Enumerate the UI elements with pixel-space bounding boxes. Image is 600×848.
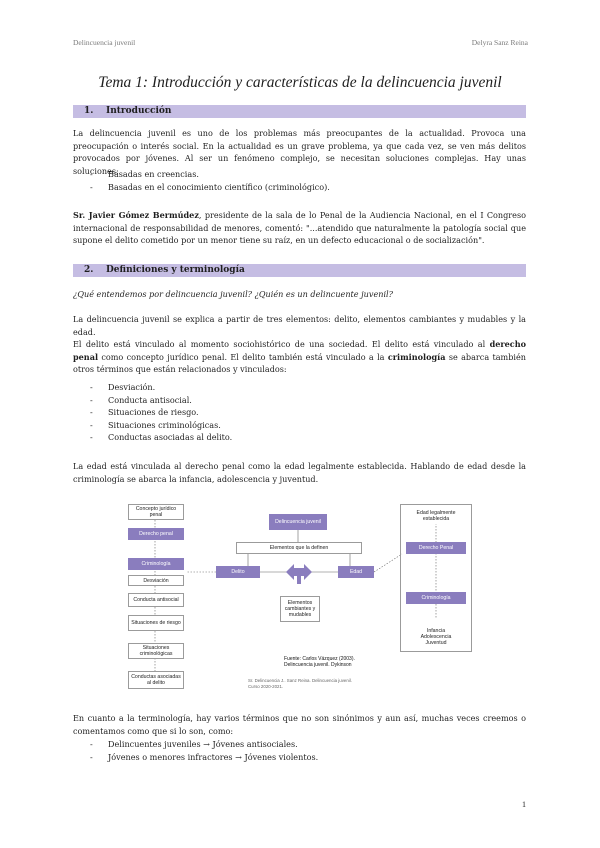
diagram-box-derecho-penal-right: Derecho Penal — [406, 542, 466, 554]
quote-text: , presidente de la sala de lo Penal de la Audiencia Nacional, en el I Congreso internacional de responsabilidad de menores, comentó: "...atendido que naturalmente la patología social que supone el delito cometido por un menor tiene su raíz, en un defecto educacional o de socialización". — [73, 210, 526, 245]
text-run: se abarca también otros términos que están relacionados y vinculados: — [73, 351, 526, 374]
section-1-heading — [73, 105, 526, 118]
diagram-box-edad: Edad — [338, 566, 374, 578]
list-item: - Conducta antisocial. — [73, 394, 232, 407]
diagram-box-situaciones-criminologicas: Situaciones criminológicas — [128, 643, 184, 659]
section-1-paragraph-2 — [73, 209, 526, 247]
section-2-question: ¿Qué entendemos por delincuencia juvenil? ¿Quién es un delincuente juvenil? — [73, 289, 393, 299]
list-item: - Basadas en el conocimiento científico (criminológico). — [73, 181, 330, 194]
list-item: - Basadas en creencias. — [73, 168, 330, 181]
term-criminologia: criminología — [387, 351, 446, 362]
diagram-box-desviacion: Desviación — [128, 575, 184, 586]
diagram-box-delincuencia-juvenil: Delincuencia juvenil — [269, 514, 327, 530]
section-2-paragraph-2 — [73, 338, 526, 376]
diagram-box-criminologia-right: Criminología — [406, 592, 466, 604]
section-2-paragraph-3: La edad está vinculada al derecho penal como la edad legalmente establecida. Hablando de edad desde la criminología se abarca la infancia, adolescencia y juventud. — [73, 461, 526, 484]
diagram-box-infancia: Infancia Adolescencia Juventud — [414, 626, 458, 648]
header-left: Delincuencia juvenil — [73, 38, 136, 47]
list-item: - Delincuentes juveniles → Jóvenes antisociales. — [73, 738, 318, 751]
diagram-box-derecho-penal-left: Derecho penal — [128, 528, 184, 540]
section-1-label: Introducción — [106, 106, 172, 116]
diagram-box-situaciones-riesgo: Situaciones de riesgo — [128, 615, 184, 631]
page-title: Tema 1: Introducción y características de la delincuencia juvenil — [98, 74, 502, 91]
section-2-paragraph-4: En cuanto a la terminología, hay varios términos que no son sinónimos y aun así, muchas veces creemos o comentamos como que si lo son, como: — [73, 713, 526, 736]
section-2-list — [73, 381, 232, 444]
diagram-source: Fuente: Carlos Vázquez (2003). Delincuencia juvenil. Dykinson — [284, 656, 355, 668]
term-derecho-penal: derecho penal — [73, 339, 526, 362]
diagram-source-secondary: Sr. Delincuencia J.. Sanz Reina. Delincuencia juvenil. Curso 2020-2021. — [248, 678, 352, 689]
terminology-list — [73, 738, 318, 763]
list-item: - Conductas asociadas al delito. — [73, 431, 232, 444]
concept-diagram — [124, 498, 476, 698]
diagram-box-elementos: Elementos que la definen — [236, 542, 362, 554]
text-run: El delito está vinculado al momento sociohistórico de una sociedad. El delito está vinculado al — [73, 339, 490, 349]
diagram-box-edad-legal: Edad legalmente establecida — [406, 508, 466, 524]
section-2-label: Definiciones y terminología — [106, 265, 245, 275]
diagram-box-criminologia-left: Criminología — [128, 558, 184, 570]
diagram-box-elementos-cambiantes: Elementos cambiantes y mudables — [280, 596, 320, 622]
section-2-number: 2. — [84, 265, 94, 275]
section-1-paragraph-1: La delincuencia juvenil es uno de los problemas más preocupantes de la actualidad. Provoca una preocupación o interés social. En la actualidad es un grave problema, ya que cada vez, se ven más delitos provocados por jóvenes. Al ser un fenómeno complejo, se necesitan soluciones complejas. Hay unas soluciones: — [73, 128, 526, 176]
section-2-heading — [73, 264, 526, 277]
section-1-number: 1. — [84, 106, 94, 116]
header-right: Delyra Sanz Reina — [471, 38, 528, 47]
page-number: 1 — [522, 800, 526, 809]
diagram-box-conducta-antisocial: Conducta antisocial — [128, 593, 184, 607]
text-run: como concepto jurídico penal. El delito también está vinculado a la — [98, 351, 388, 362]
diagram-box-conductas-asociadas: Conductas asociadas al delito — [128, 671, 184, 689]
diagram-box-concepto: Concepto jurídico penal — [128, 504, 184, 520]
list-item: - Situaciones criminológicas. — [73, 419, 232, 432]
quoted-person-name: Sr. Javier Gómez Bermúdez — [73, 210, 199, 220]
list-item: - Situaciones de riesgo. — [73, 406, 232, 419]
section-2-paragraph-1: La delincuencia juvenil se explica a partir de tres elementos: delito, elementos cambiantes y mudables y la edad. — [73, 314, 526, 337]
double-arrow-icon — [286, 564, 312, 584]
diagram-box-delito: Delito — [216, 566, 260, 578]
list-item: - Desviación. — [73, 381, 232, 394]
section-1-list — [73, 168, 330, 193]
list-item: - Jóvenes o menores infractores → Jóvenes violentos. — [73, 751, 318, 764]
